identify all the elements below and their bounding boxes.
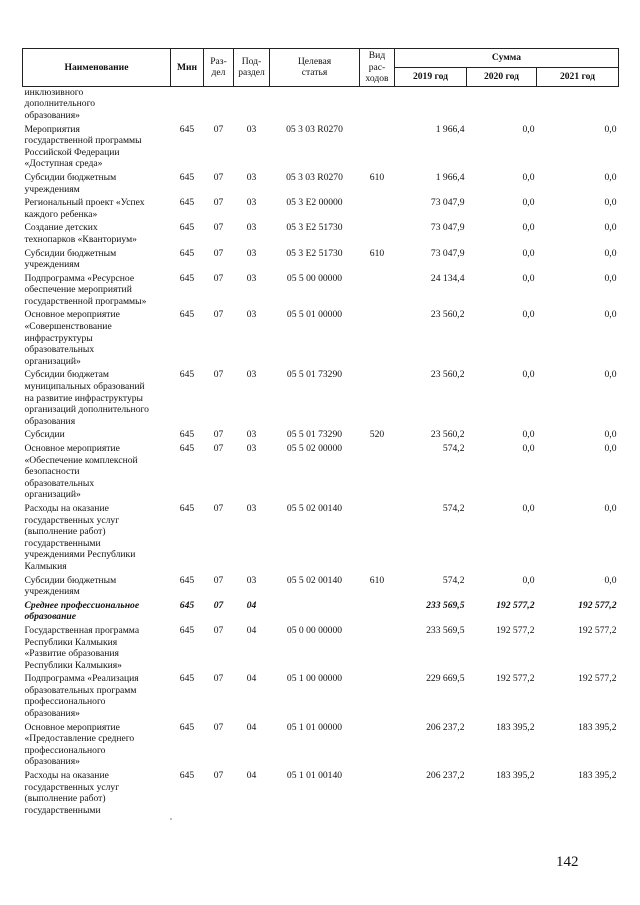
row-name: Подпрограмма «Ресурсное обеспечение мероприятий государственной программы» xyxy=(24,272,147,307)
row-2021: 0,0 xyxy=(604,309,617,321)
row-razdel: 07 xyxy=(213,673,224,685)
row-podrazdel: 04 xyxy=(246,721,257,733)
header-2020: 2020 год xyxy=(467,67,537,86)
row-2021: 0,0 xyxy=(604,247,617,259)
row-2020: 0,0 xyxy=(522,247,535,259)
row-name: Региональный проект «Успех каждого ребенка» xyxy=(24,197,145,220)
row-name: Подпрограмма «Реализация образовательных программ профессионального образования» xyxy=(24,673,139,720)
row-vid xyxy=(360,86,395,123)
header-target xyxy=(270,49,360,87)
header-target-text: Целевая статья xyxy=(297,55,332,79)
row-min: 645 xyxy=(179,197,195,209)
table-row xyxy=(23,575,619,600)
row-razdel: 07 xyxy=(213,770,224,782)
row-2021: 0,0 xyxy=(604,123,617,135)
header-2019: 2019 год xyxy=(395,67,467,86)
row-razdel: 07 xyxy=(213,502,224,514)
table-row xyxy=(23,443,619,503)
row-2021: 192 577,2 xyxy=(578,624,617,636)
row-razdel: 07 xyxy=(213,197,224,209)
row-min xyxy=(171,86,204,123)
row-target: 05 5 01 73290 xyxy=(286,429,343,441)
row-podrazdel: 04 xyxy=(246,599,257,611)
row-target: 05 3 E2 51730 xyxy=(286,222,343,234)
row-razdel: 07 xyxy=(213,171,224,183)
row-2019: 229 669,5 xyxy=(426,673,465,685)
row-name: Расходы на оказание государственных услуг (выполнение работ) государственными учреждениями Республики Калмыкия xyxy=(24,502,136,572)
row-target: 05 5 02 00140 xyxy=(286,574,343,586)
row-2020: 0,0 xyxy=(522,197,535,209)
header-vid-text: Вид рас- ходов xyxy=(365,50,389,85)
row-min: 645 xyxy=(179,443,195,454)
table-row xyxy=(23,124,619,172)
row-2019: 1 966,4 xyxy=(435,171,465,183)
row-2021: 0,0 xyxy=(604,369,617,381)
row-podrazdel: 03 xyxy=(246,502,257,514)
row-2020: 0,0 xyxy=(522,123,535,135)
row-vid xyxy=(360,197,395,222)
header-razdel xyxy=(204,49,234,87)
row-2021: 0,0 xyxy=(604,272,617,284)
row-2019: 233 569,5 xyxy=(426,624,465,636)
row-2020: 0,0 xyxy=(522,309,535,321)
table-row xyxy=(23,722,619,770)
row-2021 xyxy=(537,86,619,123)
row-2019 xyxy=(395,86,467,123)
row-target: 05 1 01 00140 xyxy=(286,770,343,782)
row-min: 645 xyxy=(179,574,195,586)
row-target: 05 5 02 00000 xyxy=(286,443,343,454)
row-podrazdel: 03 xyxy=(246,197,257,209)
row-2021: 0,0 xyxy=(604,222,617,234)
row-name: Субсидии бюджетным учреждениям xyxy=(24,171,117,195)
row-2020: 192 577,2 xyxy=(496,599,535,611)
row-podrazdel: 04 xyxy=(246,624,257,636)
row-2019: 233 569,5 xyxy=(426,599,465,611)
header-podrazdel-text: Под- раздел xyxy=(238,55,265,79)
row-target: 05 3 03 R0270 xyxy=(286,171,343,183)
row-2019: 73 047,9 xyxy=(430,247,465,259)
row-min: 645 xyxy=(179,721,195,733)
header-min: Мин xyxy=(171,49,204,87)
row-2020: 0,0 xyxy=(522,574,535,586)
row-2020: 0,0 xyxy=(522,443,535,454)
row-2020: 0,0 xyxy=(522,429,535,441)
row-2019: 574,2 xyxy=(442,443,465,454)
row-razdel: 07 xyxy=(213,309,224,321)
row-2021: 192 577,2 xyxy=(578,673,617,685)
row-target: 05 5 01 73290 xyxy=(286,369,343,381)
row-target: 05 1 01 00000 xyxy=(286,721,343,733)
row-razdel: 07 xyxy=(213,443,224,454)
row-2019: 574,2 xyxy=(442,574,465,586)
row-2021: 183 395,2 xyxy=(578,770,617,782)
row-min: 645 xyxy=(179,673,195,685)
row-min: 645 xyxy=(179,770,195,782)
table-row xyxy=(23,222,619,247)
row-vid xyxy=(360,600,395,625)
table-row xyxy=(23,600,619,625)
row-name: инклюзивного дополнительного образования» xyxy=(24,86,96,121)
table-row xyxy=(23,503,619,575)
table-row xyxy=(23,625,619,673)
row-name: Расходы на оказание государственных услуг (выполнение работ) государственными xyxy=(24,770,120,816)
row-2020: 0,0 xyxy=(522,222,535,234)
row-2019: 23 560,2 xyxy=(430,369,465,381)
row-2019: 206 237,2 xyxy=(426,721,465,733)
row-min: 645 xyxy=(179,123,195,135)
row-podrazdel xyxy=(234,86,270,123)
row-podrazdel: 03 xyxy=(246,369,257,381)
row-podrazdel: 03 xyxy=(246,171,257,183)
table-row xyxy=(23,429,619,443)
header-name: Наименование xyxy=(23,49,171,87)
row-vid xyxy=(360,625,395,673)
row-2021: 0,0 xyxy=(604,443,617,454)
row-target xyxy=(270,86,360,123)
row-target xyxy=(270,600,360,625)
row-razdel: 07 xyxy=(213,369,224,381)
table-row xyxy=(23,86,619,123)
row-2019: 24 134,4 xyxy=(430,272,465,284)
row-vid: 610 xyxy=(369,247,385,259)
row-2020: 192 577,2 xyxy=(496,624,535,636)
row-razdel: 07 xyxy=(213,222,224,234)
row-2020: 183 395,2 xyxy=(496,721,535,733)
row-target: 05 5 00 00000 xyxy=(286,272,343,284)
row-vid xyxy=(360,443,395,503)
table-row xyxy=(23,309,619,369)
row-vid xyxy=(360,503,395,575)
row-razdel: 07 xyxy=(213,624,224,636)
row-min: 645 xyxy=(179,369,195,381)
row-razdel: 07 xyxy=(213,123,224,135)
row-razdel: 07 xyxy=(213,247,224,259)
row-name: Мероприятия государственной программы Российской Федерации «Доступная среда» xyxy=(24,123,142,170)
row-vid xyxy=(360,722,395,770)
row-2019: 574,2 xyxy=(442,502,465,514)
row-2019: 206 237,2 xyxy=(426,770,465,782)
row-2019: 1 966,4 xyxy=(435,123,465,135)
table-row xyxy=(23,248,619,273)
header-vid xyxy=(360,49,395,87)
row-podrazdel: 04 xyxy=(246,673,257,685)
row-min: 645 xyxy=(179,502,195,514)
row-name: Государственная программа Республики Калмыкия «Развитие образования Республики Калмыкия» xyxy=(24,624,140,671)
row-vid xyxy=(360,673,395,721)
row-min: 645 xyxy=(179,247,195,259)
row-2019: 73 047,9 xyxy=(430,197,465,209)
scan-dot xyxy=(170,818,172,820)
row-name: Субсидии бюджетным учреждениям xyxy=(24,574,117,598)
row-vid: 610 xyxy=(369,574,385,586)
row-podrazdel: 03 xyxy=(246,247,257,259)
table-row xyxy=(23,273,619,310)
header-summa: Сумма xyxy=(395,49,619,68)
row-name: Основное мероприятие «Обеспечение комплексной безопасности образовательных организаций» xyxy=(24,443,138,501)
row-min: 645 xyxy=(179,309,195,321)
row-vid xyxy=(360,770,395,818)
row-name: Субсидии xyxy=(24,429,65,441)
row-podrazdel: 03 xyxy=(246,222,257,234)
row-target: 05 3 03 R0270 xyxy=(286,123,343,135)
header-razdel-text: Раз- дел xyxy=(210,55,227,79)
row-podrazdel: 03 xyxy=(246,443,257,454)
row-razdel xyxy=(204,86,234,123)
row-podrazdel: 04 xyxy=(246,770,257,782)
row-podrazdel: 03 xyxy=(246,272,257,284)
row-razdel: 07 xyxy=(213,429,224,441)
header-podrazdel xyxy=(234,49,270,87)
header-2021: 2021 год xyxy=(537,67,619,86)
row-2021: 192 577,2 xyxy=(578,599,617,611)
row-podrazdel: 03 xyxy=(246,123,257,135)
row-min: 645 xyxy=(179,171,195,183)
row-2020: 0,0 xyxy=(522,369,535,381)
row-min: 645 xyxy=(179,272,195,284)
row-name: Основное мероприятие «Совершенствование инфраструктуры образовательных организаций» xyxy=(24,309,120,367)
row-2020: 183 395,2 xyxy=(496,770,535,782)
page-number: 142 xyxy=(556,854,579,870)
row-vid xyxy=(360,124,395,172)
row-2021: 0,0 xyxy=(604,502,617,514)
row-vid: 520 xyxy=(369,429,385,441)
row-2020: 0,0 xyxy=(522,272,535,284)
row-razdel: 07 xyxy=(213,574,224,586)
budget-table xyxy=(22,48,619,818)
row-2020: 192 577,2 xyxy=(496,673,535,685)
row-2019: 23 560,2 xyxy=(430,309,465,321)
row-razdel: 07 xyxy=(213,599,224,611)
row-2019: 73 047,9 xyxy=(430,222,465,234)
row-vid xyxy=(360,309,395,369)
row-name: Субсидии бюджетам муниципальных образований на развитие инфраструктуры организаций дополнительного образования xyxy=(24,369,149,427)
row-name: Субсидии бюджетным учреждениям xyxy=(24,247,117,271)
row-razdel: 07 xyxy=(213,272,224,284)
row-target: 05 3 E2 51730 xyxy=(286,247,343,259)
row-podrazdel: 03 xyxy=(246,309,257,321)
row-vid xyxy=(360,273,395,310)
row-2020: 0,0 xyxy=(522,171,535,183)
row-vid xyxy=(360,369,395,429)
row-2020: 0,0 xyxy=(522,502,535,514)
table-row xyxy=(23,197,619,222)
table-body xyxy=(23,86,619,818)
row-2021: 183 395,2 xyxy=(578,721,617,733)
row-target: 05 0 00 00000 xyxy=(286,624,343,636)
row-2021: 0,0 xyxy=(604,429,617,441)
row-2021: 0,0 xyxy=(604,171,617,183)
table-row xyxy=(23,770,619,818)
row-podrazdel: 03 xyxy=(246,574,257,586)
table-row xyxy=(23,673,619,721)
row-2020 xyxy=(467,86,537,123)
row-vid: 610 xyxy=(369,171,385,183)
row-target: 05 5 01 00000 xyxy=(286,309,343,321)
row-min: 645 xyxy=(179,222,195,234)
row-2021: 0,0 xyxy=(604,574,617,586)
row-min: 645 xyxy=(179,599,195,611)
table-row xyxy=(23,369,619,429)
row-target: 05 1 00 00000 xyxy=(286,673,343,685)
row-razdel: 07 xyxy=(213,721,224,733)
row-podrazdel: 03 xyxy=(246,429,257,441)
row-name: Создание детских технопарков «Кванториум» xyxy=(24,222,137,245)
row-2019: 23 560,2 xyxy=(430,429,465,441)
row-2021: 0,0 xyxy=(604,197,617,209)
row-target: 05 3 E2 00000 xyxy=(286,197,343,209)
row-name: Среднее профессиональное образование xyxy=(24,599,140,623)
row-name: Основное мероприятие «Предоставление среднего профессионального образования» xyxy=(24,721,135,768)
table-row xyxy=(23,172,619,197)
row-min: 645 xyxy=(179,429,195,441)
row-vid xyxy=(360,222,395,247)
row-min: 645 xyxy=(179,624,195,636)
row-target: 05 5 02 00140 xyxy=(286,502,343,514)
